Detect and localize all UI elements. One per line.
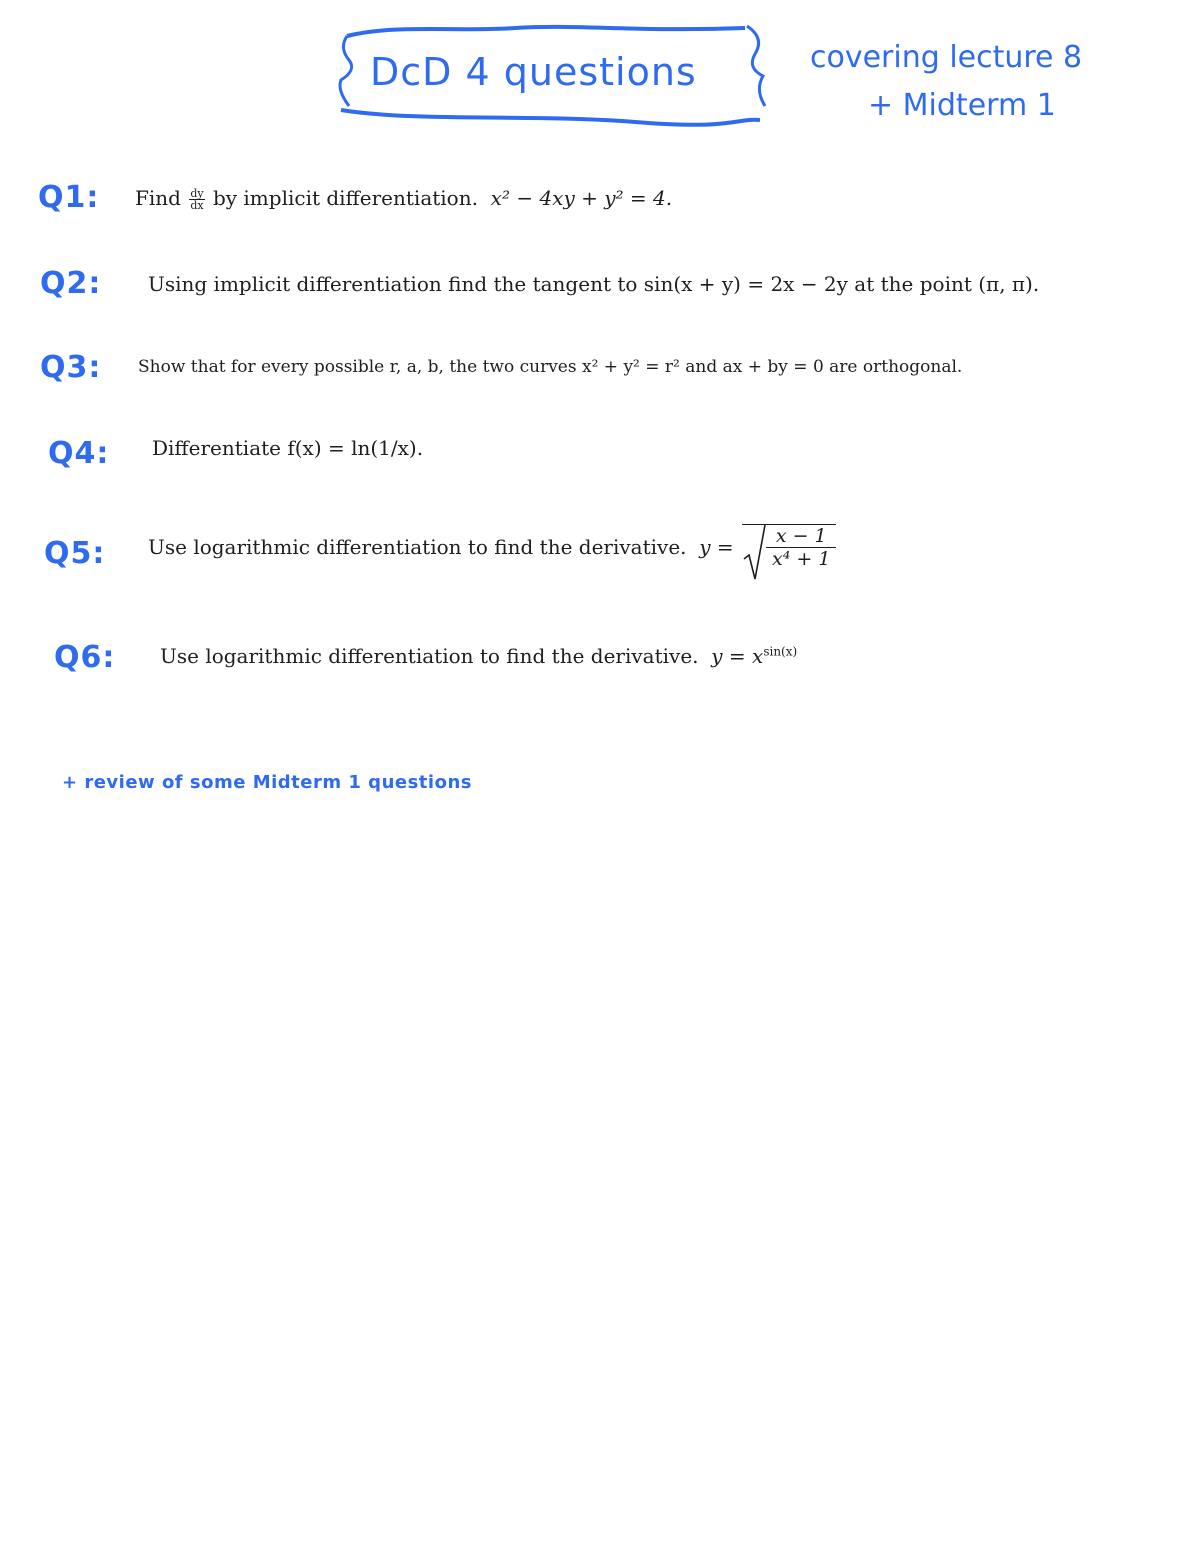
question-text-5 xyxy=(148,524,836,570)
question-text-1 xyxy=(135,186,672,211)
dydx-denominator: dx xyxy=(190,199,204,212)
question-text-4: Differentiate f(x) = ln(1/x). xyxy=(152,436,424,460)
q5-lhs: y = xyxy=(699,535,734,559)
q5-numerator: x − 1 xyxy=(766,525,836,548)
question-text-3: Show that for every possible r, a, b, the two curves x² + y² = r² and ax + by = 0 are orthogonal. xyxy=(138,357,963,377)
question-label-6: Q6: xyxy=(54,640,116,675)
covering-note-line2: + Midterm 1 xyxy=(868,88,1056,123)
radical-sign xyxy=(742,523,766,583)
question-label-2: Q2: xyxy=(40,266,102,301)
covering-note-line1: covering lecture 8 xyxy=(810,40,1083,75)
question-text-6 xyxy=(160,644,797,668)
q5-denominator: x⁴ + 1 xyxy=(772,548,831,570)
dydx-numerator: dy xyxy=(190,187,204,200)
q6-exponent: sin(x) xyxy=(763,644,798,659)
question-label-1: Q1: xyxy=(38,180,100,215)
question-text-2: Using implicit differentiation find the tangent to sin(x + y) = 2x − 2y at the point (π, π). xyxy=(148,272,1040,296)
page-title: DcD 4 questions xyxy=(370,50,697,94)
review-note: + review of some Midterm 1 questions xyxy=(62,772,472,793)
q1-text-a: Find xyxy=(135,186,181,210)
q1-equation: x² − 4xy + y² = 4. xyxy=(490,186,673,210)
question-label-3: Q3: xyxy=(40,350,102,385)
square-root xyxy=(742,524,836,570)
question-label-4: Q4: xyxy=(48,436,110,471)
q5-text: Use logarithmic differentiation to find the derivative. xyxy=(148,535,687,559)
q6-text: Use logarithmic differentiation to find the derivative. xyxy=(160,644,699,668)
q6-lhs: y = x xyxy=(711,644,764,668)
question-label-5: Q5: xyxy=(44,536,106,571)
q1-text-b: by implicit differentiation. xyxy=(212,186,478,210)
dydx-fraction xyxy=(189,188,204,211)
q5-fraction xyxy=(766,525,836,570)
